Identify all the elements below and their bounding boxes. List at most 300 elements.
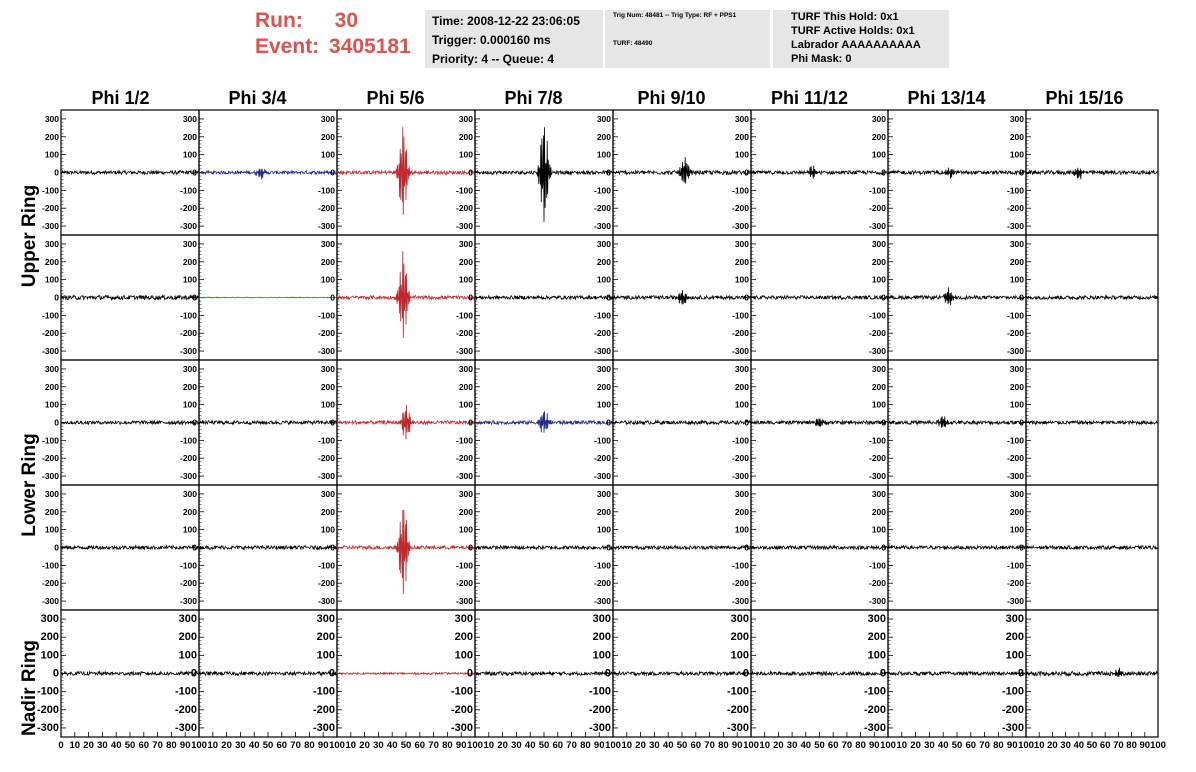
y-tick-label-r2c3-1: 200: [458, 381, 473, 392]
y-tick-label-r0c7-6: -300: [1006, 221, 1024, 232]
y-tick-label-r3c6-5: -200: [868, 578, 886, 589]
waveform-trace-r3c3: [475, 546, 613, 550]
y-tick-label-r1c6-4: -100: [868, 310, 886, 321]
y-tick-label-r0c7-2: 100: [1009, 149, 1024, 160]
waveform-trace-r4c2: [337, 673, 475, 675]
waveform-trace-r1c5: [751, 296, 888, 300]
y-tick-label-r3c4-0: 300: [596, 488, 611, 499]
y-tick-label-r3c7-3: 0: [1019, 542, 1024, 553]
y-tick-label-r0c6-0: 300: [871, 113, 886, 124]
y-tick-label-r0c5-0: 300: [734, 113, 749, 124]
y-tick-label-r0c1-5: -200: [179, 203, 197, 214]
y-tick-label-r4c4-2: 100: [592, 649, 611, 662]
waveform-trace-r1c0: [61, 295, 199, 299]
y-tick-label-r2c7-0: 300: [1009, 363, 1024, 374]
y-tick-label-r0c1-0: 300: [182, 113, 197, 124]
waveform-trace-r0c4: [613, 157, 751, 184]
x-tick-label-c6-2: 20: [910, 740, 921, 751]
y-tick-label-r4c1-6: -300: [174, 721, 197, 734]
y-tick-label-r4c7-5: -200: [1001, 703, 1024, 716]
y-tick-label-r4c0-0: 300: [40, 613, 59, 626]
x-tick-label-c4-3: 30: [649, 740, 660, 751]
y-tick-label-r4c7-6: -300: [1001, 721, 1024, 734]
waveform-trace-r4c7: [1026, 668, 1158, 677]
y-tick-label-r4c4-1: 200: [592, 631, 611, 644]
x-tick-label-c5-6: 60: [827, 740, 839, 751]
y-tick-label-r3c0-2: 100: [44, 524, 59, 535]
y-tick-label-r1c3-3: 0: [468, 292, 473, 303]
y-tick-label-r2c5-5: -200: [731, 453, 749, 464]
y-tick-label-r0c5-3: 0: [744, 167, 749, 178]
y-tick-label-r3c2-5: -200: [317, 578, 335, 589]
y-tick-label-r2c6-3: 0: [881, 417, 886, 428]
y-tick-label-r2c7-4: -100: [1006, 435, 1024, 446]
x-tick-label-c2-5: 50: [400, 740, 412, 751]
y-tick-label-r2c7-6: -300: [1006, 471, 1024, 482]
y-tick-label-r2c6-1: 200: [871, 381, 886, 392]
y-tick-label-r1c5-2: 100: [734, 274, 749, 285]
y-tick-label-r1c6-3: 0: [881, 292, 886, 303]
waveform-trace-r1c3: [475, 296, 613, 300]
y-tick-label-r0c7-0: 300: [1009, 113, 1024, 124]
y-tick-label-r4c1-1: 200: [178, 631, 197, 644]
y-tick-label-r4c0-1: 200: [40, 631, 59, 644]
y-tick-label-r3c5-3: 0: [744, 542, 749, 553]
lower-ring-label: Lower Ring: [19, 433, 40, 537]
y-tick-label-r2c3-6: -300: [455, 471, 473, 482]
x-tick-label-c6-6: 60: [965, 740, 977, 751]
phi-header-7: Phi 13/14: [907, 88, 986, 108]
x-tick-label-c2-4: 40: [386, 740, 398, 751]
y-tick-label-r2c3-2: 100: [458, 399, 473, 410]
y-tick-label-r3c1-5: -200: [179, 578, 197, 589]
y-tick-label-r1c0-1: 200: [44, 256, 59, 267]
x-tick-label-c7-4: 40: [1073, 740, 1085, 751]
y-tick-label-r2c3-0: 300: [458, 363, 473, 374]
y-tick-label-r0c6-5: -200: [868, 203, 886, 214]
x-tick-label-c0-0: 0: [58, 740, 64, 751]
waveform-trace-r3c4: [613, 546, 751, 550]
y-tick-label-r3c2-2: 100: [320, 524, 335, 535]
y-tick-label-r3c3-3: 0: [468, 542, 473, 553]
y-tick-label-r2c1-0: 300: [182, 363, 197, 374]
y-tick-label-r0c4-4: -100: [593, 185, 611, 196]
y-tick-label-r1c2-3: 0: [330, 292, 335, 303]
y-tick-label-r1c4-0: 300: [596, 238, 611, 249]
y-tick-label-r3c2-3: 0: [330, 542, 335, 553]
y-tick-label-r3c3-1: 200: [458, 506, 473, 517]
waveform-trace-r1c2: [337, 251, 475, 338]
x-tick-label-c7-3: 30: [1060, 740, 1071, 751]
y-tick-label-r1c1-2: 100: [182, 274, 197, 285]
y-tick-label-r4c2-3: 0: [328, 667, 335, 680]
x-tick-label-c3-1: 10: [483, 740, 495, 751]
y-tick-label-r3c4-2: 100: [596, 524, 611, 535]
y-tick-label-r0c5-2: 100: [734, 149, 749, 160]
run-value: 30: [334, 9, 359, 32]
x-tick-label-c0-5: 50: [124, 740, 136, 751]
y-tick-label-r3c4-4: -100: [593, 560, 611, 571]
y-tick-label-r2c2-2: 100: [320, 399, 335, 410]
waveform-trace-r3c0: [61, 546, 199, 550]
y-tick-label-r0c0-4: -100: [41, 185, 59, 196]
x-tick-label-c0-9: 90: [179, 740, 191, 751]
waveform-trace-r0c2: [337, 127, 475, 215]
priority-text: Priority: 4 -- Queue: 4: [432, 52, 555, 66]
y-tick-label-r2c2-0: 300: [320, 363, 335, 374]
y-tick-label-r3c5-1: 200: [734, 506, 749, 517]
y-tick-label-r4c1-5: -200: [174, 703, 197, 716]
waveform-trace-r0c1: [199, 169, 337, 180]
waveform-trace-r2c5: [751, 419, 888, 427]
y-tick-label-r4c2-6: -300: [312, 721, 335, 734]
waveform-trace-r3c1: [199, 546, 337, 550]
x-tick-label-c6-3: 30: [924, 740, 935, 751]
x-tick-label-c6-5: 50: [951, 740, 963, 751]
y-tick-label-r2c5-3: 0: [744, 417, 749, 428]
y-tick-label-r3c6-4: -100: [868, 560, 886, 571]
y-tick-label-r2c0-5: -200: [41, 453, 59, 464]
waveform-trace-r1c1: [199, 297, 337, 298]
y-tick-label-r4c7-0: 300: [1005, 613, 1024, 626]
y-tick-label-r0c4-1: 200: [596, 131, 611, 142]
waveform-trace-r2c4: [613, 421, 751, 425]
waveform-trace-r0c5: [751, 166, 888, 179]
y-tick-label-r2c2-3: 0: [330, 417, 335, 428]
y-tick-label-r0c2-3: 0: [330, 167, 335, 178]
time-text: Time: 2008-12-22 23:06:05: [432, 14, 580, 28]
x-tick-label-c2-9: 90: [455, 740, 467, 751]
x-tick-label-c3-5: 50: [538, 740, 550, 751]
y-tick-label-r3c6-6: -300: [868, 596, 886, 607]
x-tick-label-c6-9: 90: [1006, 740, 1018, 751]
waveform-trace-r0c7: [1026, 168, 1158, 179]
x-tick-label-c1-10: 100: [329, 740, 345, 751]
x-tick-label-c1-2: 20: [221, 740, 232, 751]
waveform-trace-r1c4: [613, 290, 751, 304]
y-tick-label-r2c4-4: -100: [593, 435, 611, 446]
y-tick-label-r4c3-0: 300: [454, 613, 473, 626]
y-tick-label-r0c3-2: 100: [458, 149, 473, 160]
x-tick-label-c3-4: 40: [524, 740, 536, 751]
y-tick-label-r0c5-5: -200: [731, 203, 749, 214]
y-tick-label-r0c1-1: 200: [182, 131, 197, 142]
y-tick-label-r1c6-2: 100: [871, 274, 886, 285]
x-tick-label-c1-4: 40: [248, 740, 260, 751]
y-tick-label-r3c7-4: -100: [1006, 560, 1024, 571]
y-tick-label-r4c1-3: 0: [190, 667, 197, 680]
y-tick-label-r3c2-0: 300: [320, 488, 335, 499]
y-tick-label-r1c7-1: 200: [1009, 256, 1024, 267]
y-tick-label-r0c4-3: 0: [606, 167, 611, 178]
y-tick-label-r1c7-6: -300: [1006, 346, 1024, 357]
y-tick-label-r3c5-4: -100: [731, 560, 749, 571]
y-tick-label-r1c6-6: -300: [868, 346, 886, 357]
y-tick-label-r2c6-0: 300: [871, 363, 886, 374]
y-tick-label-r3c5-2: 100: [734, 524, 749, 535]
y-tick-label-r2c5-2: 100: [734, 399, 749, 410]
x-tick-label-c3-7: 70: [566, 740, 577, 751]
x-tick-label-c2-8: 80: [442, 740, 453, 751]
y-tick-label-r3c1-4: -100: [179, 560, 197, 571]
waveform-trace-r2c2: [337, 405, 475, 440]
x-tick-label-c3-9: 90: [593, 740, 605, 751]
y-tick-label-r0c3-1: 200: [458, 131, 473, 142]
y-tick-label-r3c7-5: -200: [1006, 578, 1024, 589]
y-tick-label-r2c2-1: 200: [320, 381, 335, 392]
y-tick-label-r3c1-3: 0: [192, 542, 197, 553]
x-tick-label-c5-4: 40: [800, 740, 812, 751]
y-tick-label-r4c4-6: -300: [588, 721, 611, 734]
y-tick-label-r0c6-2: 100: [871, 149, 886, 160]
y-tick-label-r4c7-2: 100: [1005, 649, 1024, 662]
phi-header-4: Phi 7/8: [504, 88, 563, 108]
y-tick-label-r4c2-1: 200: [316, 631, 335, 644]
y-tick-label-r3c6-0: 300: [871, 488, 886, 499]
x-tick-label-c3-3: 30: [511, 740, 522, 751]
y-tick-label-r0c4-2: 100: [596, 149, 611, 160]
y-tick-label-r1c3-0: 300: [458, 238, 473, 249]
waveform-trace-r4c1: [199, 672, 337, 676]
y-tick-label-r3c4-3: 0: [606, 542, 611, 553]
x-tick-label-c4-4: 40: [662, 740, 674, 751]
y-tick-label-r4c3-4: -100: [450, 685, 473, 698]
y-tick-label-r4c5-0: 300: [730, 613, 749, 626]
waveform-trace-r2c0: [61, 421, 199, 425]
y-tick-label-r0c0-3: 0: [54, 167, 59, 178]
y-tick-label-r3c1-2: 100: [182, 524, 197, 535]
y-tick-label-r4c5-5: -200: [726, 703, 749, 716]
turf-this-hold: TURF This Hold: 0x1: [791, 11, 899, 23]
phi-header-5: Phi 9/10: [637, 88, 706, 108]
y-tick-label-r2c0-6: -300: [41, 471, 59, 482]
y-tick-label-r0c5-1: 200: [734, 131, 749, 142]
waveform-trace-r4c4: [613, 672, 751, 676]
waveform-trace-r4c5: [751, 672, 888, 676]
y-tick-label-r2c1-1: 200: [182, 381, 197, 392]
y-tick-label-r3c3-2: 100: [458, 524, 473, 535]
y-tick-label-r4c2-0: 300: [316, 613, 335, 626]
y-tick-label-r0c2-2: 100: [320, 149, 335, 160]
y-tick-label-r2c4-0: 300: [596, 363, 611, 374]
y-tick-label-r0c2-4: -100: [317, 185, 335, 196]
y-tick-label-r2c1-3: 0: [192, 417, 197, 428]
y-tick-label-r0c2-1: 200: [320, 131, 335, 142]
y-tick-label-r1c0-3: 0: [54, 292, 59, 303]
x-tick-label-c1-3: 30: [235, 740, 246, 751]
y-tick-label-r2c1-6: -300: [179, 471, 197, 482]
waveform-trace-r4c3: [475, 672, 613, 676]
phi-header-3: Phi 5/6: [366, 88, 425, 108]
y-tick-label-r1c3-1: 200: [458, 256, 473, 267]
y-tick-label-r0c1-6: -300: [179, 221, 197, 232]
waveform-trace-r4c0: [61, 672, 199, 676]
y-tick-label-r3c3-5: -200: [455, 578, 473, 589]
y-tick-label-r2c5-4: -100: [731, 435, 749, 446]
y-tick-label-r2c3-3: 0: [468, 417, 473, 428]
y-tick-label-r0c2-5: -200: [317, 203, 335, 214]
x-tick-label-c2-2: 20: [359, 740, 370, 751]
waveform-trace-r2c7: [1026, 421, 1158, 425]
y-tick-label-r4c3-5: -200: [450, 703, 473, 716]
y-tick-label-r3c2-1: 200: [320, 506, 335, 517]
y-tick-label-r1c5-4: -100: [731, 310, 749, 321]
y-tick-label-r0c3-0: 300: [458, 113, 473, 124]
x-tick-label-c5-7: 70: [841, 740, 853, 751]
y-tick-label-r3c0-5: -200: [41, 578, 59, 589]
y-tick-label-r4c6-2: 100: [867, 649, 886, 662]
phi-header-6: Phi 11/12: [770, 88, 849, 108]
y-tick-label-r2c3-5: -200: [455, 453, 473, 464]
waveform-trace-r1c7: [1026, 296, 1158, 300]
y-tick-label-r2c2-5: -200: [317, 453, 335, 464]
y-tick-label-r2c4-3: 0: [606, 417, 611, 428]
y-tick-label-r4c2-4: -100: [312, 685, 335, 698]
waveform-trace-r3c6: [888, 546, 1026, 550]
x-tick-label-c4-9: 90: [731, 740, 743, 751]
y-tick-label-r3c5-0: 300: [734, 488, 749, 499]
y-tick-label-r1c2-0: 300: [320, 238, 335, 249]
waveform-trace-r1c6: [888, 287, 1026, 305]
y-tick-label-r0c6-3: 0: [881, 167, 886, 178]
y-tick-label-r3c5-6: -300: [731, 596, 749, 607]
y-tick-label-r0c2-0: 300: [320, 113, 335, 124]
y-tick-label-r0c6-6: -300: [868, 221, 886, 232]
x-tick-label-c6-8: 80: [993, 740, 1004, 751]
y-tick-label-r1c3-5: -200: [455, 328, 473, 339]
x-tick-label-c7-10: 100: [1150, 740, 1166, 751]
y-tick-label-r0c2-6: -300: [317, 221, 335, 232]
y-tick-label-r2c0-1: 200: [44, 381, 59, 392]
upper-ring-label: Upper Ring: [19, 184, 40, 288]
y-tick-label-r3c1-6: -300: [179, 596, 197, 607]
x-tick-label-c5-8: 80: [855, 740, 866, 751]
y-tick-label-r0c3-5: -200: [455, 203, 473, 214]
turf-active-holds: TURF Active Holds: 0x1: [791, 25, 915, 37]
y-tick-label-r0c7-3: 0: [1019, 167, 1024, 178]
y-tick-label-r3c3-0: 300: [458, 488, 473, 499]
y-tick-label-r1c0-2: 100: [44, 274, 59, 285]
y-tick-label-r4c2-2: 100: [316, 649, 335, 662]
event-label: Event:: [255, 35, 320, 58]
y-tick-label-r1c3-2: 100: [458, 274, 473, 285]
waveform-trace-r0c6: [888, 168, 1026, 179]
y-tick-label-r0c6-1: 200: [871, 131, 886, 142]
waveform-trace-r2c1: [199, 421, 337, 425]
x-tick-label-c7-7: 70: [1113, 740, 1124, 751]
x-tick-label-c0-4: 40: [110, 740, 122, 751]
y-tick-label-r1c6-5: -200: [868, 328, 886, 339]
y-tick-label-r2c6-6: -300: [868, 471, 886, 482]
waveform-trace-r0c3: [475, 127, 613, 222]
y-tick-label-r0c4-6: -300: [593, 221, 611, 232]
y-tick-label-r0c0-6: -300: [41, 221, 59, 232]
y-tick-label-r3c2-4: -100: [317, 560, 335, 571]
x-tick-label-c7-2: 20: [1047, 740, 1058, 751]
x-tick-label-c7-5: 50: [1086, 740, 1098, 751]
y-tick-label-r0c0-2: 100: [44, 149, 59, 160]
x-tick-label-c4-7: 70: [704, 740, 715, 751]
y-tick-label-r4c3-6: -300: [450, 721, 473, 734]
y-tick-label-r3c0-1: 200: [44, 506, 59, 517]
y-tick-label-r2c0-3: 0: [54, 417, 59, 428]
y-tick-label-r2c7-2: 100: [1009, 399, 1024, 410]
waveform-trace-r3c7: [1026, 546, 1158, 550]
y-tick-label-r4c0-3: 0: [52, 667, 59, 680]
y-tick-label-r2c6-4: -100: [868, 435, 886, 446]
y-tick-label-r0c4-0: 300: [596, 113, 611, 124]
y-tick-label-r1c1-3: 0: [192, 292, 197, 303]
y-tick-label-r4c6-1: 200: [867, 631, 886, 644]
phi-header-2: Phi 3/4: [228, 88, 287, 108]
x-tick-label-c6-7: 70: [979, 740, 990, 751]
x-tick-label-c4-10: 100: [743, 740, 759, 751]
y-tick-label-r1c5-1: 200: [734, 256, 749, 267]
trigger-text: Trigger: 0.000160 ms: [432, 33, 551, 47]
y-tick-label-r1c4-4: -100: [593, 310, 611, 321]
run-label: Run:: [255, 9, 303, 32]
x-tick-label-c1-8: 80: [304, 740, 315, 751]
y-tick-label-r0c5-6: -300: [731, 221, 749, 232]
y-tick-label-r4c0-4: -100: [36, 685, 59, 698]
y-tick-label-r4c5-6: -300: [726, 721, 749, 734]
y-tick-label-r4c5-3: 0: [742, 667, 749, 680]
y-tick-label-r4c0-6: -300: [36, 721, 59, 734]
y-tick-label-r4c0-5: -200: [36, 703, 59, 716]
y-tick-label-r2c5-1: 200: [734, 381, 749, 392]
x-tick-label-c1-6: 60: [276, 740, 288, 751]
y-tick-label-r0c0-1: 200: [44, 131, 59, 142]
y-tick-label-r2c7-3: 0: [1019, 417, 1024, 428]
y-tick-label-r2c4-1: 200: [596, 381, 611, 392]
y-tick-label-r1c5-6: -300: [731, 346, 749, 357]
y-tick-label-r4c5-4: -100: [726, 685, 749, 698]
y-tick-label-r2c3-4: -100: [455, 435, 473, 446]
y-tick-label-r4c0-2: 100: [40, 649, 59, 662]
y-tick-label-r4c1-2: 100: [178, 649, 197, 662]
event-value: 3405181: [329, 35, 411, 58]
x-tick-label-c1-9: 90: [317, 740, 329, 751]
labrador-text: Labrador AAAAAAAAAA: [791, 39, 921, 51]
y-tick-label-r2c6-5: -200: [868, 453, 886, 464]
y-tick-label-r1c5-3: 0: [744, 292, 749, 303]
y-tick-label-r3c0-6: -300: [41, 596, 59, 607]
turf-num-text: TURF: 48490: [613, 40, 653, 47]
y-tick-label-r4c6-5: -200: [863, 703, 886, 716]
waveform-trace-r3c2: [337, 510, 475, 594]
y-tick-label-r0c7-1: 200: [1009, 131, 1024, 142]
y-tick-label-r3c5-5: -200: [731, 578, 749, 589]
y-tick-label-r3c7-1: 200: [1009, 506, 1024, 517]
y-tick-label-r1c1-0: 300: [182, 238, 197, 249]
y-tick-label-r3c1-0: 300: [182, 488, 197, 499]
trig-num-text: Trig Num: 48481 -- Trig Type: RF + PPS1: [613, 12, 737, 19]
y-tick-label-r1c4-3: 0: [606, 292, 611, 303]
x-tick-label-c4-8: 80: [718, 740, 729, 751]
y-tick-label-r2c1-2: 100: [182, 399, 197, 410]
y-tick-label-r4c4-3: 0: [604, 667, 611, 680]
x-tick-label-c7-9: 90: [1139, 740, 1151, 751]
x-tick-label-c7-8: 80: [1126, 740, 1137, 751]
y-tick-label-r2c0-0: 300: [44, 363, 59, 374]
waveform-trace-r0c0: [61, 171, 199, 175]
y-tick-label-r1c3-6: -300: [455, 346, 473, 357]
y-tick-label-r1c0-5: -200: [41, 328, 59, 339]
y-tick-label-r3c3-6: -300: [455, 596, 473, 607]
y-tick-label-r2c6-2: 100: [871, 399, 886, 410]
y-tick-label-r4c5-1: 200: [730, 631, 749, 644]
x-tick-label-c1-7: 70: [290, 740, 301, 751]
